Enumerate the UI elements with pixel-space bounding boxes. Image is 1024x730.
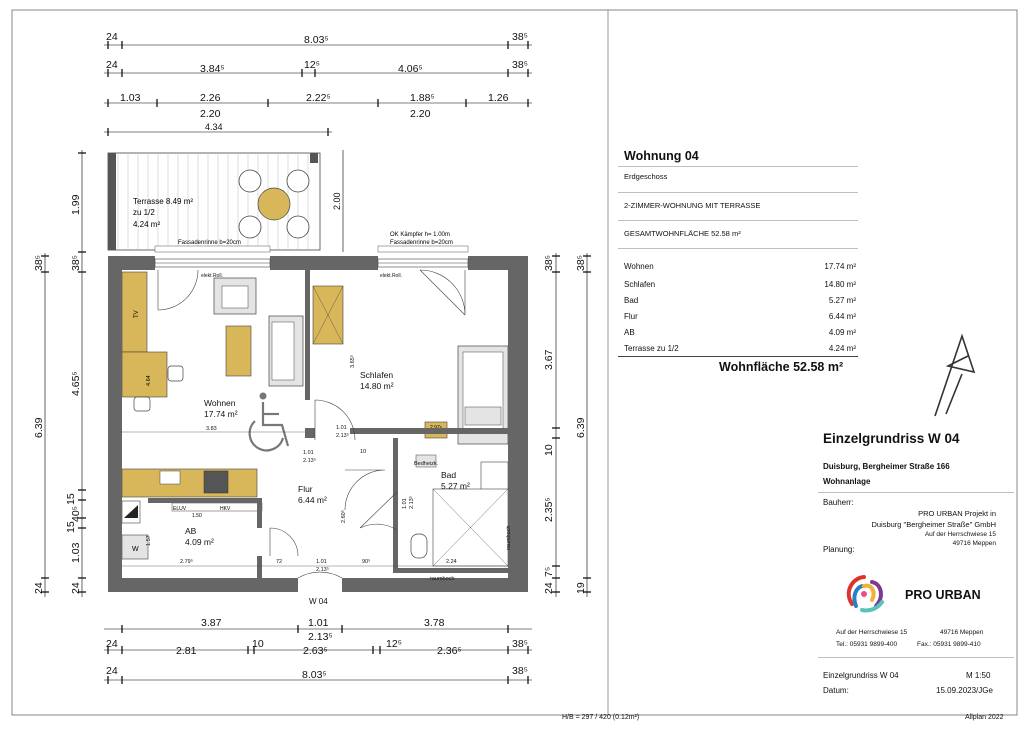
dim-label: 3.87 <box>201 617 222 629</box>
dim-label: 3.67 <box>543 349 555 370</box>
office-phone: Tel.: 05931 9899-400 <box>836 641 898 648</box>
dim-label: 2.24 <box>446 559 457 565</box>
dim-label: 2.35⁵ <box>543 497 555 522</box>
area-row-name: Flur <box>624 312 638 321</box>
planning-label: Planung: <box>823 545 855 554</box>
area-row-name: Bad <box>624 296 639 305</box>
dim-label: 8.03⁵ <box>302 669 327 681</box>
project-name: Wohnanlage <box>823 477 871 486</box>
area-row-name: AB <box>624 328 635 337</box>
dim-label: 1.01 <box>402 498 408 509</box>
client-city: 49716 Meppen <box>952 540 996 547</box>
wall-bath-left <box>393 438 398 568</box>
date-value: 15.09.2023/JGe <box>936 686 993 695</box>
room-area: 17.74 m² <box>204 409 238 419</box>
area-row <box>624 344 856 353</box>
apartment-title: Wohnung 04 <box>624 149 699 163</box>
bottom-dimension-labels <box>106 617 528 681</box>
kaempfer-note: OK Kämpfer h= 1.00m <box>390 232 450 238</box>
dim-label: 24 <box>33 582 45 594</box>
office-fax: Fax.: 05931 9899-410 <box>917 641 981 648</box>
client-name: PRO URBAN Projekt in <box>918 509 996 518</box>
area-row-name: Schlafen <box>624 280 656 289</box>
dim-label: 2.60⁵ <box>341 510 347 523</box>
dim-label: 1.01 <box>308 617 329 629</box>
dim-label: 38⁵ <box>512 59 529 71</box>
top-dimension-lines <box>104 41 532 136</box>
dim-label: 38⁵ <box>543 254 555 271</box>
dim-label: 4.34 <box>205 122 223 132</box>
wall-storage-side <box>257 498 262 528</box>
dim-label: 2.13⁵ <box>336 433 349 439</box>
room-name: Wohnen <box>204 398 236 408</box>
eluv-label: ELUV <box>173 506 187 512</box>
dim-label: 8.03⁵ <box>304 34 329 46</box>
chair <box>134 397 150 411</box>
dim-label: 2.13⁵ <box>303 458 316 464</box>
dim-label: 40⁵ <box>70 505 82 522</box>
room-area: 5.27 m² <box>441 481 470 491</box>
dim-label: 38⁵ <box>575 254 587 271</box>
dim-label: 90⁵ <box>362 559 371 565</box>
note-label: raumhoch <box>430 576 455 582</box>
room-area: 4.09 m² <box>185 537 214 547</box>
desk <box>122 352 167 397</box>
dim-label: 2.22⁵ <box>306 92 331 104</box>
drawing-scale: M 1:50 <box>966 671 991 680</box>
dim-label: 7⁵ <box>543 566 555 577</box>
top-dimension-labels <box>106 31 528 132</box>
area-row <box>624 312 856 321</box>
office-city: 49716 Meppen <box>940 629 984 636</box>
office-street: Auf der Herrschwiese 15 <box>836 629 908 636</box>
dim-label: 15 <box>65 493 77 505</box>
dim-label: 3.83 <box>206 426 217 432</box>
wheelchair-icon <box>250 393 288 451</box>
divider <box>818 657 1014 658</box>
room-name: Flur <box>298 484 313 494</box>
drain-note-left: Fassadenrinne b=20cm <box>178 240 241 246</box>
dim-label: 2.20 <box>200 108 221 120</box>
date-label: Datum: <box>823 686 849 695</box>
dim-label: 6.39 <box>33 417 45 438</box>
dim-label: 1.01 <box>336 425 347 431</box>
left-dimension-labels <box>33 194 82 594</box>
wall-storage-top <box>148 498 260 503</box>
dim-label: 2.20 <box>410 108 431 120</box>
client-label: Bauherr: <box>823 498 854 507</box>
dim-label: 3.78 <box>424 617 445 629</box>
area-row-value: 17.74 m² <box>824 262 856 271</box>
total-area-label: GESAMTWOHNFLÄCHE 52.58 m² <box>624 229 741 238</box>
terrace-post <box>310 153 318 163</box>
tv-label: TV <box>134 310 140 318</box>
wall-top-middle <box>270 256 378 270</box>
drain-note-right: Fassadenrinne b=20cm <box>390 240 453 246</box>
dim-label: 10 <box>252 638 264 650</box>
facade-drain-left <box>155 246 270 252</box>
dim-label: 2.81 <box>176 645 197 657</box>
dim-label: 1.26 <box>488 92 509 104</box>
area-row-value: 4.24 m² <box>828 344 856 353</box>
unit-label: W 04 <box>309 597 328 606</box>
note-label: raumhoch <box>506 525 512 550</box>
room-name: Schlafen <box>360 370 394 380</box>
dim-label: 38⁵ <box>33 254 45 271</box>
coffee-table <box>226 326 251 376</box>
dim-label: 2.13⁵ <box>409 496 415 509</box>
dim-label: 2.63⁵ <box>303 645 328 657</box>
dim-label: 38⁵ <box>512 31 529 43</box>
dim-label: 19 <box>575 582 587 594</box>
shutter-note: elekt.Roll. <box>201 273 223 279</box>
area-row-value: 6.44 m² <box>828 312 856 321</box>
dim-label: 6.39 <box>575 417 587 438</box>
client-street: Auf der Herrschwiese 15 <box>924 531 996 538</box>
sink <box>160 471 180 484</box>
terrace-area: 4.24 m² <box>133 220 161 229</box>
dim-label: 2.13⁵ <box>316 567 329 573</box>
note-label: Bedheizk. <box>414 461 439 467</box>
dim-label: 1.03 <box>70 542 82 563</box>
area-row <box>624 262 856 271</box>
client-name-2: Duisburg "Bergheimer Straße" GmbH <box>871 520 996 529</box>
area-row-name: Terrasse zu 1/2 <box>624 344 679 353</box>
area-row <box>624 280 856 289</box>
door-swings <box>158 270 465 578</box>
dim-label: 38⁵ <box>512 665 529 677</box>
dim-label: 1.88⁵ <box>410 92 435 104</box>
room-name: Bad <box>441 470 457 480</box>
plan-title: Einzelgrundriss W 04 <box>823 431 960 446</box>
sheet-format: H/B = 297 / 420 (0.12m²) <box>562 714 640 721</box>
dim-label: 72 <box>276 559 283 565</box>
area-row-value: 4.09 m² <box>828 328 856 337</box>
facade-drain-right <box>378 246 468 252</box>
dim-label: 1.99 <box>70 194 82 215</box>
dim-label: 12⁵ <box>386 638 403 650</box>
dim-label: 10 <box>543 444 555 456</box>
logo-text: PRO URBAN <box>905 588 981 602</box>
terrace-table <box>258 188 290 220</box>
apartment-type: 2-ZIMMER-WOHNUNG MIT TERRASSE <box>624 201 761 210</box>
dim-label: 24 <box>106 59 118 71</box>
pro-urban-logo-icon <box>842 574 888 614</box>
dim-label: 4.06⁵ <box>398 63 423 75</box>
dim-label: 38⁵ <box>70 254 82 271</box>
hkv-label: HKV <box>220 506 231 512</box>
terrace-side-wall <box>108 153 116 250</box>
dim-label: 24 <box>106 31 118 43</box>
dim-label: 1.01 <box>316 559 327 565</box>
north-arrow-icon <box>935 336 974 416</box>
dim-label: 2.13⁵ <box>308 631 333 643</box>
dim-label: 1.03 <box>120 92 141 104</box>
desk-dim: 4.64 <box>146 375 152 386</box>
floor-label: Erdgeschoss <box>624 172 668 181</box>
wall-bottom-left <box>108 578 298 592</box>
dim-label: 2.36⁵ <box>437 645 462 657</box>
room-name: AB <box>185 526 197 536</box>
dim-label: 24 <box>543 582 555 594</box>
toilet <box>411 534 427 558</box>
terrace-name: Terrasse 8.49 m² <box>133 197 194 206</box>
terrace-half: zu 1/2 <box>133 208 155 217</box>
divider <box>818 492 1014 493</box>
dim-label: 1.57 <box>146 535 152 546</box>
dim-label: 4.65⁵ <box>70 371 82 396</box>
area-row-name: Wohnen <box>624 262 654 271</box>
ab-dim: 1.50 <box>192 513 202 519</box>
washer-label: W <box>132 546 139 553</box>
shutter-note: elekt.Roll. <box>380 273 402 279</box>
dim-label: 3.84⁵ <box>200 63 225 75</box>
area-row <box>624 296 856 305</box>
project-address: Duisburg, Bergheimer Straße 166 <box>823 462 950 471</box>
divider <box>618 356 858 357</box>
dim-label: 24 <box>70 582 82 594</box>
divider <box>618 248 858 249</box>
software-label: Allplan 2022 <box>965 714 1004 721</box>
dim-label: 24 <box>106 638 118 650</box>
living-area-total: Wohnfläche 52.58 m² <box>719 360 844 374</box>
dim-label: 2.79⁵ <box>180 559 193 565</box>
divider <box>618 220 858 221</box>
wall-left <box>108 256 122 592</box>
dim-label: 15 <box>65 521 77 533</box>
dim-label: 2.00 <box>332 192 342 210</box>
divider <box>618 166 858 167</box>
dim-label: 24 <box>106 665 118 677</box>
area-row <box>624 328 856 337</box>
terrace <box>108 153 468 252</box>
drawing-name: Einzelgrundriss W 04 <box>823 671 899 680</box>
area-row-value: 14.80 m² <box>824 280 856 289</box>
room-area: 14.80 m² <box>360 381 394 391</box>
dim-label: 10 <box>360 449 367 455</box>
dim-label: 1.01 <box>303 450 314 456</box>
dim-label: 12⁵ <box>304 59 321 71</box>
wall-living-bedroom <box>305 270 310 400</box>
desk-chair <box>168 366 183 381</box>
stove <box>204 471 228 493</box>
divider <box>618 192 858 193</box>
room-area: 6.44 m² <box>298 495 327 505</box>
dim-label: 38⁵ <box>512 638 529 650</box>
area-row-value: 5.27 m² <box>828 296 856 305</box>
kitchen-counter <box>122 469 257 497</box>
dim-label: 2.26 <box>200 92 221 104</box>
dim-label: 3.65⁵ <box>350 355 356 368</box>
wall-bedroom-bottom <box>350 428 508 434</box>
